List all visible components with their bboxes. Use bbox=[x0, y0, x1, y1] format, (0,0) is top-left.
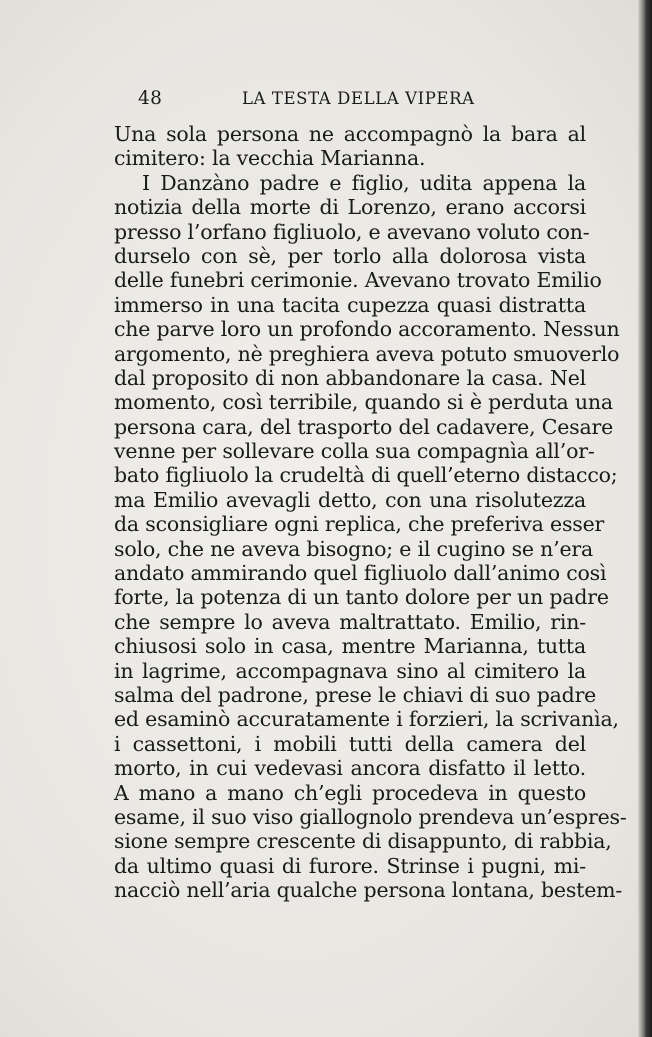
text-line: Una sola persona ne accompagnò la bara al bbox=[114, 122, 586, 146]
text-line: durselo con sè, per torlo alla dolorosa vista bbox=[114, 243, 586, 268]
running-head bbox=[138, 88, 478, 114]
text-line: sione sempre crescente di disappunto, di rabbia, bbox=[114, 829, 612, 854]
text-line: andato ammirando quel figliuolo dall’animo così bbox=[114, 561, 607, 586]
text-line: solo, che ne aveva bisogno; e il cugino se n’era bbox=[114, 536, 594, 561]
text-line: esame, il suo viso giallognolo prendeva un’espres- bbox=[114, 804, 627, 829]
text-line: I Danzàno padre e figlio, udita appena la bbox=[142, 170, 586, 195]
body-text bbox=[114, 122, 627, 903]
text-line: immerso in una tacita cupezza quasi distratta bbox=[114, 292, 586, 317]
text-line: morto, in cui vedevasi ancora disfatto il letto. bbox=[114, 756, 586, 781]
text-line: cimitero: la vecchia Marianna. bbox=[114, 146, 426, 171]
text-line: dal proposito di non abbandonare la casa. Nel bbox=[114, 365, 586, 390]
text-line: nacciò nell’aria qualche persona lontana, bestem- bbox=[114, 878, 623, 903]
text-line: delle funebri cerimonie. Avevano trovato Emilio bbox=[114, 268, 602, 293]
text-line: presso l’orfano figliuolo, e avevano voluto con- bbox=[114, 219, 590, 244]
text-line: forte, la potenza di un tanto dolore per un padre bbox=[114, 585, 609, 610]
text-line: A mano a mano ch’egli procedeva in questo bbox=[114, 780, 586, 805]
text-line: momento, così terribile, quando si è perduta una bbox=[114, 390, 613, 415]
book-spine-edge bbox=[638, 0, 652, 1037]
text-line: che sempre lo aveva maltrattato. Emilio, rin- bbox=[114, 609, 586, 634]
text-line: i cassettoni, i mobili tutti della camera del bbox=[114, 731, 586, 756]
text-line: ed esaminò accuratamente i forzieri, la scrivanìa, bbox=[114, 707, 619, 732]
text-line: notizia della morte di Lorenzo, erano accorsi bbox=[114, 195, 586, 220]
text-line: in lagrime, accompagnava sino al cimitero la bbox=[114, 658, 586, 683]
page-number: 48 bbox=[138, 88, 163, 109]
text-line: da sconsigliare ogni replica, che preferiva esser bbox=[114, 512, 605, 537]
text-line: salma del padrone, prese le chiavi di suo padre bbox=[114, 682, 597, 707]
text-line: ma Emilio avevagli detto, con una risolutezza bbox=[114, 487, 586, 512]
text-line: bato figliuolo la crudeltà di quell’eterno distacco; bbox=[114, 463, 618, 488]
text-line: persona cara, del trasporto del cadavere, Cesare bbox=[114, 414, 614, 439]
book-title: LA TESTA DELLA VIPERA bbox=[242, 89, 475, 108]
text-line: venne per sollevare colla sua compagnìa all’or- bbox=[114, 439, 595, 464]
text-line: da ultimo quasi di furore. Strinse i pugni, mi- bbox=[114, 853, 586, 878]
text-line: argomento, nè preghiera aveva potuto smuoverlo bbox=[114, 341, 620, 366]
text-line: che parve loro un profondo accoramento. Nessun bbox=[114, 317, 620, 342]
text-line: chiusosi solo in casa, mentre Marianna, tutta bbox=[114, 634, 586, 659]
